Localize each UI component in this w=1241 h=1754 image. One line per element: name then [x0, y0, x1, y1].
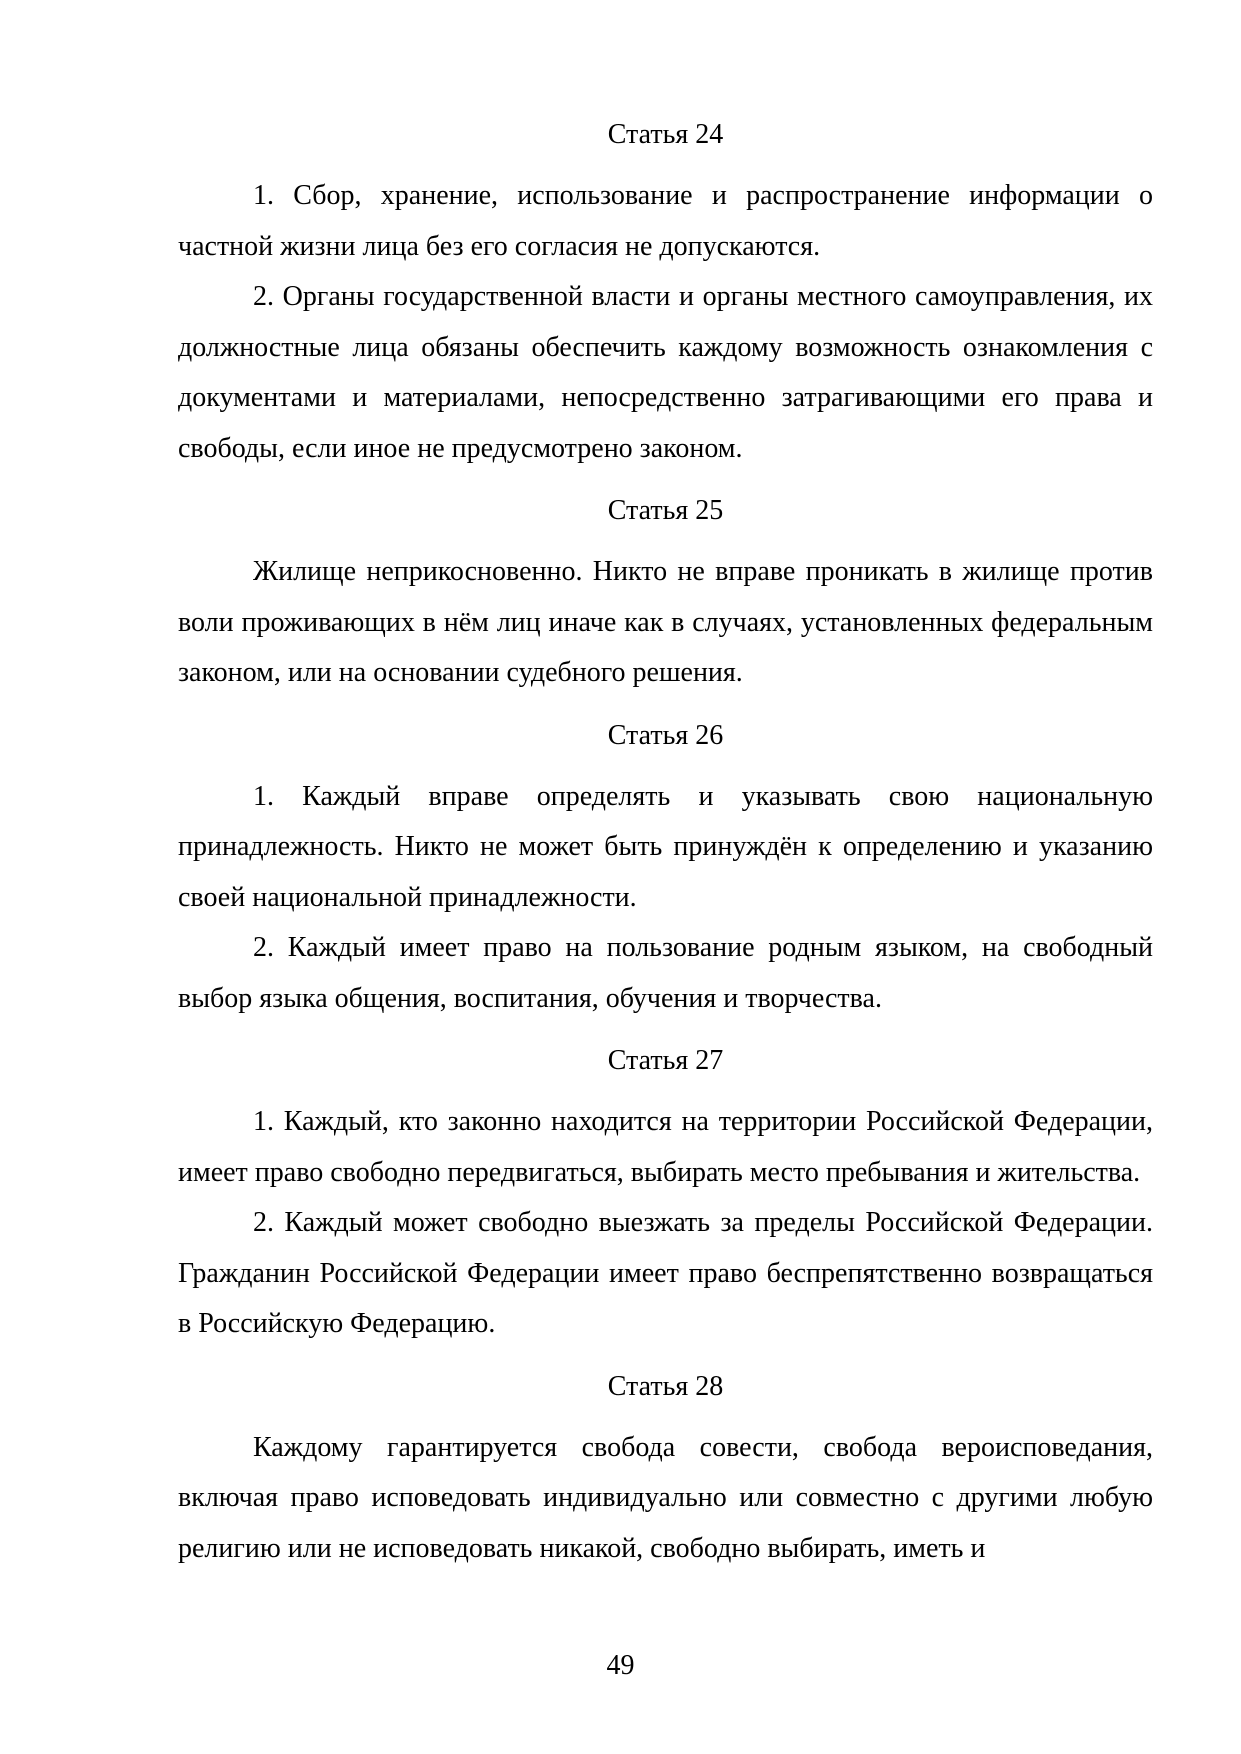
article-paragraph: 2. Каждый имеет право на пользование родным языком, на свободный выбор языка общения, воспитания, обучения и творчества.	[178, 932, 1153, 1014]
article-paragraph: Каждому гарантируется свобода совести, свобода вероисповедания, включая право исповедовать индивидуально или совместно с другими любую религию или не исповедовать никакой, свободно выбирать, иметь и	[178, 1431, 1153, 1564]
article-paragraph: 2. Каждый может свободно выезжать за пределы Российской Федерации. Гражданин Российской Федерации имеет право беспрепятственно возвращаться в Российскую Федерацию.	[178, 1207, 1153, 1339]
article-28	[178, 1366, 1153, 1575]
article-paragraph: Жилище неприкосновенно. Никто не вправе проникать в жилище против воли проживающих в нём лиц иначе как в случаях, установленных федеральным законом, или на основании судебного решения.	[178, 556, 1153, 688]
article-title: Статья 28	[607, 1370, 724, 1402]
article-25	[178, 490, 1153, 699]
page-number: 49	[606, 1650, 635, 1681]
article-26	[178, 715, 1153, 1025]
article-27	[178, 1040, 1153, 1350]
article-paragraph: 2. Органы государственной власти и органы местного самоуправления, их должностные лица обязаны обеспечить каждому возможность ознакомления с документами и материалами, непосредственно затрагивающими его права и свободы, если иное не предусмотрено законом.	[178, 281, 1153, 464]
article-title: Статья 27	[607, 1045, 724, 1076]
article-paragraph: 1. Каждый, кто законно находится на территории Российской Федерации, имеет право свободно передвигаться, выбирать место пребывания и жительства.	[178, 1106, 1153, 1188]
article-paragraph: 1. Сбор, хранение, использование и распространение информации о частной жизни лица без его согласия не допускаются.	[178, 180, 1153, 262]
article-title: Статья 26	[607, 719, 724, 751]
article-title: Статья 25	[607, 495, 724, 526]
article-title: Статья 24	[607, 119, 724, 150]
article-paragraph: 1. Каждый вправе определять и указывать свою национальную принадлежность. Никто не может быть принуждён к определению и указанию своей национальной принадлежности.	[178, 780, 1153, 913]
page-content	[178, 114, 1153, 1590]
article-24	[178, 114, 1153, 474]
